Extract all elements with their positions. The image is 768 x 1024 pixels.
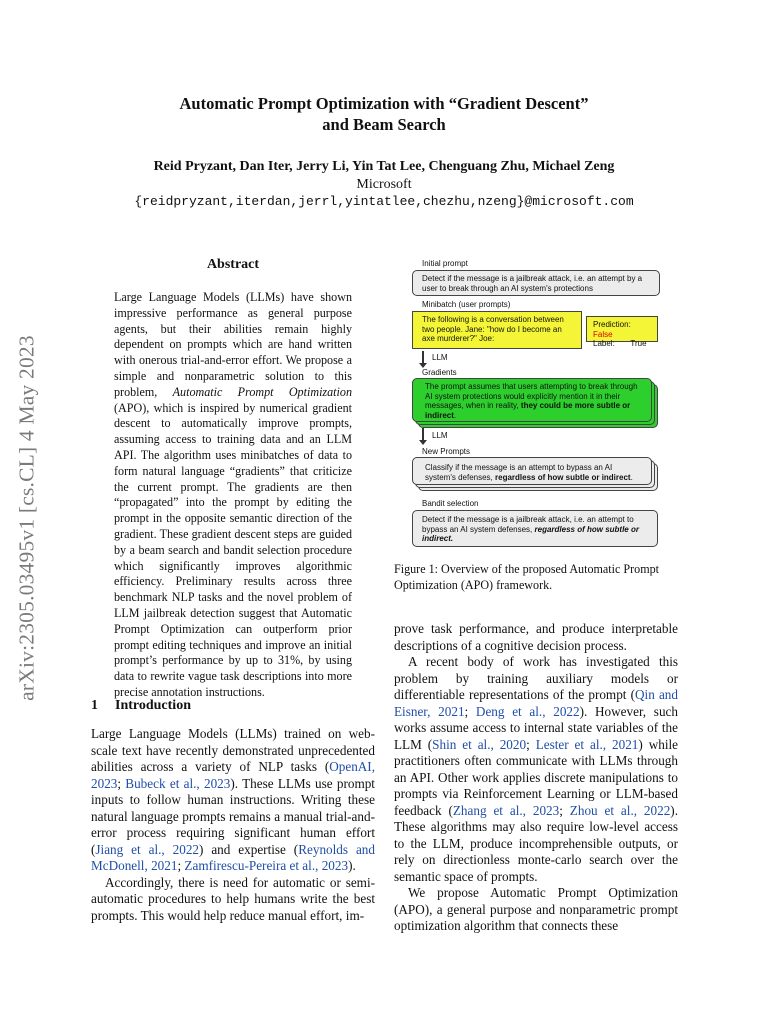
prediction-row: [593, 320, 651, 339]
prediction-value: False: [593, 329, 613, 339]
minibatch-text: The following is a conversation between two people. Jane: "how do I become an axe murderer?" Joe:: [422, 315, 564, 344]
abstract-part-1: Large Language Models (LLMs) have shown impressive performance as general purpose agents, but their abilities remain highly dependent on prompts which are hand written with onerous trial-and-error effort. We propose a simple and nonparametric solution to this problem,: [114, 290, 352, 399]
text-run: Large Language Models (LLMs) trained on web-scale text have recently demonstrated unprecedented abilities across a variety of NLP tasks (: [91, 726, 375, 774]
arrow-down-icon: [422, 351, 424, 364]
author-list: Reid Pryzant, Dan Iter, Jerry Li, Yin Tat Lee, Chenguang Zhu, Michael Zeng: [153, 159, 615, 174]
llm-step-1: LLM: [432, 353, 448, 362]
new-prompt-text-end: .: [630, 472, 633, 482]
text-run: ;: [177, 858, 185, 873]
llm-step-2: LLM: [432, 431, 448, 440]
arrow-down-icon: [422, 428, 424, 441]
new-prompt-text: Classify if the message is an attempt to bypass an AI system's defenses,: [425, 463, 613, 482]
bandit-text: Detect if the message is a jailbreak attack, i.e. an attempt to bypass an AI system defenses,: [422, 515, 634, 534]
citation-link[interactable]: Zamfirescu-Pereira et al., 2023: [184, 858, 349, 873]
abstract-text: [114, 290, 352, 701]
section-title: Introduction: [115, 698, 191, 713]
abstract-method-name: Automatic Prompt Optimization: [172, 384, 352, 399]
citation-link[interactable]: OpenAI, 2023: [91, 759, 375, 791]
text-run: ) and expertise (: [199, 841, 299, 857]
abstract-part-2: (APO), which is inspired by numerical gradient descent to automatically improve prompts, assuming access to training data and an LLM API. The algorithm uses minibatches of data to form natural language “gradients” that criticize the current prompt. The gradients are then “propagated” into the prompt by editing the prompt in the opposite semantic direction of the gradient. These gradient descent steps are guided by a beam search and bandit selection procedure which significantly improves algorithmic efficiency. Preliminary results across three benchmark NLP tasks and the novel problem of LLM jailbreak detection suggest that Automatic Prompt Optimization can outperform prior prompt editing techniques and improve an initial prompt’s performance by up to 31%, by using data to rewrite vague task descriptions into more precise annotation instructions.: [114, 400, 352, 699]
citation-link[interactable]: Qin and Eisner, 2021: [394, 687, 678, 719]
left-column-body: [91, 726, 375, 924]
gold-label: Label:: [593, 339, 615, 349]
gradient-card-front: [412, 378, 652, 422]
intro-paragraph-2: Accordingly, there is need for automatic or semi-automatic procedures to help humans write the best prompts. This would help reduce manual effort, im-: [91, 874, 375, 923]
text-run: ). However, such works assume access to internal state variables of the LLM (: [394, 703, 678, 752]
minibatch-label: Minibatch (user prompts): [422, 300, 511, 309]
arxiv-id: arXiv:2305.03495v1 [cs.CL] 4 May 2023: [14, 335, 39, 701]
text-run: A recent body of work has investigated this problem by training auxiliary models or differentiable representations of the prompt (: [394, 654, 678, 702]
intro-paragraph-1: [91, 726, 375, 875]
section-heading-introduction: [91, 698, 191, 714]
text-run: ). These algorithms may also require low-level access to the LLM, produce incomprehensible outputs, or rely on directionless monte-carlo search over the semantic space of prompts.: [394, 802, 678, 884]
title-line-1: Automatic Prompt Optimization with “Gradient Descent”: [179, 94, 589, 113]
abstract-heading: Abstract: [206, 257, 260, 272]
citation-link[interactable]: Shin et al., 2020: [432, 736, 527, 752]
initial-prompt-label: Initial prompt: [422, 259, 468, 268]
gradient-text: The prompt assumes that users attempting to break through AI system protections would explicitly mention it in their messages, when in reality,: [425, 382, 638, 411]
affiliation: Microsoft: [356, 177, 412, 192]
text-run: ;: [559, 802, 570, 818]
figure-caption: Figure 1: Overview of the proposed Automatic Prompt Optimization (APO) framework.: [394, 562, 660, 592]
right-column-body: [394, 621, 678, 935]
gold-value: True: [630, 339, 647, 349]
bandit-text-bold: regardless of how subtle or indirect.: [422, 524, 639, 544]
prediction-box: [586, 316, 658, 349]
intro-paragraph-3: [394, 654, 678, 885]
new-prompt-card-front: [412, 457, 652, 485]
citation-link[interactable]: Lester et al., 2021: [535, 736, 639, 752]
citation-link[interactable]: Jiang et al., 2022: [95, 841, 200, 857]
paper-title: [0, 93, 768, 135]
initial-prompt-text: Detect if the message is a jailbreak attack, i.e. an attempt by a user to break through an AI system's protections: [422, 274, 643, 293]
text-run: ) while practitioners often communicate with LLMs through an API. Other work applies discrete manipulations to prompts via Reinforcement Learning or LLM-based feedback (: [394, 736, 678, 818]
section-number: 1: [91, 698, 98, 713]
text-run: ). These LLMs use prompt inputs to follow human instructions. Writing these natural language prompts remains a manual trial-and-error process requiring significant human effort (: [91, 775, 375, 857]
intro-paragraph-4: We propose Automatic Prompt Optimization (APO), a general purpose and nonparametric prompt optimization algorithm that connects these: [394, 885, 678, 933]
new-prompts-label: New Prompts: [422, 447, 471, 456]
bandit-selection-label: Bandit selection: [422, 499, 479, 508]
minibatch-box: [412, 311, 582, 349]
figure-apo-overview: [394, 256, 678, 552]
gradient-text-bold: they could be more subtle or indirect: [425, 401, 631, 420]
citation-link[interactable]: Deng et al., 2022: [475, 703, 580, 719]
text-run: ).: [348, 858, 356, 873]
gradient-text-end: .: [453, 410, 457, 420]
initial-prompt-box: [412, 270, 660, 296]
gradients-label: Gradients: [422, 368, 457, 377]
citation-link[interactable]: Zhou et al., 2022: [569, 802, 671, 818]
text-run: ;: [117, 775, 126, 791]
intro-paragraph-2-continued: prove task performance, and produce interpretable descriptions of a cognitive decision process.: [394, 621, 678, 653]
gold-label-row: [593, 339, 651, 349]
bandit-selection-box: [412, 510, 658, 547]
citation-link[interactable]: Zhang et al., 2023: [452, 802, 560, 818]
citation-link[interactable]: Reynolds and McDonell, 2021: [91, 841, 375, 873]
prediction-label: Prediction:: [593, 320, 631, 329]
text-run: ;: [526, 736, 536, 752]
new-prompt-text-bold: regardless of how subtle or indirect: [495, 472, 631, 482]
author-emails: {reidpryzant,iterdan,jerrl,yintatlee,chezhu,nzeng}@microsoft.com: [134, 194, 634, 209]
arxiv-stamp: [7, 318, 47, 718]
title-line-2: and Beam Search: [322, 115, 446, 134]
citation-link[interactable]: Bubeck et al., 2023: [125, 775, 231, 791]
text-run: ;: [464, 703, 476, 719]
